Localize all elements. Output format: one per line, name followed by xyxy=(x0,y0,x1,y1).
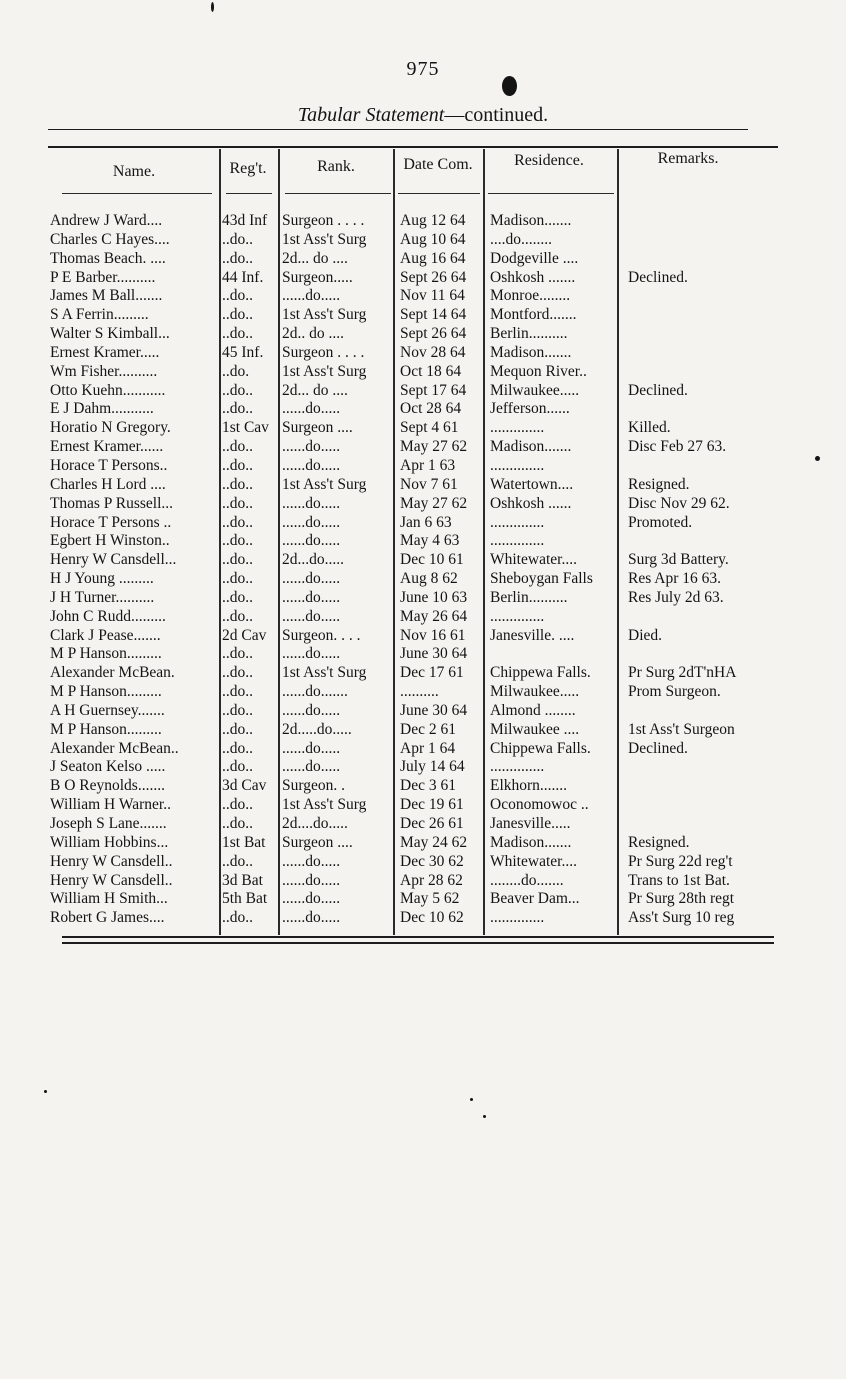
row-date: Aug 16 64 xyxy=(400,249,466,267)
row-residence: ........do....... xyxy=(490,871,564,889)
row-regiment: ..do.. xyxy=(222,758,253,776)
table-row xyxy=(0,551,846,570)
row-date: June 30 64 xyxy=(400,701,468,719)
row-residence: Madison....... xyxy=(490,343,572,361)
row-rank: ......do..... xyxy=(282,871,341,889)
row-name: Ernest Kramer..... xyxy=(50,343,160,361)
top-rule-1 xyxy=(48,129,748,130)
row-regiment: ..do.. xyxy=(222,494,253,512)
row-regiment: ..do.. xyxy=(222,287,253,305)
ink-speck xyxy=(211,2,214,12)
ink-speck xyxy=(470,1098,473,1101)
row-date: May 26 64 xyxy=(400,607,468,625)
row-residence: .............. xyxy=(490,758,545,776)
row-regiment: 2d Cav xyxy=(222,626,267,644)
table-row xyxy=(0,777,846,796)
row-residence: Sheboygan Falls xyxy=(490,570,593,588)
row-regiment: ..do.. xyxy=(222,456,253,474)
row-residence: .............. xyxy=(490,419,545,437)
table-row xyxy=(0,382,846,401)
row-residence: Chippewa Falls. xyxy=(490,739,591,757)
row-remarks: Res July 2d 63. xyxy=(628,588,724,606)
row-regiment: ..do.. xyxy=(222,607,253,625)
row-remarks: 1st Ass't Surgeon xyxy=(628,720,735,738)
row-rank: ......do..... xyxy=(282,758,341,776)
row-date: May 27 62 xyxy=(400,438,468,456)
row-date: Dec 10 61 xyxy=(400,551,464,569)
row-residence: .............. xyxy=(490,532,545,550)
row-residence: ....do........ xyxy=(490,230,552,248)
row-rank: 2d...do..... xyxy=(282,551,344,569)
row-rank: ......do..... xyxy=(282,909,341,927)
table-row xyxy=(0,532,846,551)
row-name: Clark J Pease....... xyxy=(50,626,161,644)
row-rank: ......do..... xyxy=(282,513,341,531)
row-residence: Milwaukee..... xyxy=(490,683,580,701)
table-row xyxy=(0,589,846,608)
page-title xyxy=(0,104,846,127)
header-underline-name xyxy=(62,193,212,194)
row-regiment: 3d Bat xyxy=(222,871,263,889)
row-date: July 14 64 xyxy=(400,758,465,776)
row-rank: ......do..... xyxy=(282,607,341,625)
row-date: Dec 19 61 xyxy=(400,796,464,814)
row-rank: Surgeon . . . . xyxy=(282,343,365,361)
table-row xyxy=(0,702,846,721)
row-rank: ......do..... xyxy=(282,852,341,870)
row-name: P E Barber.......... xyxy=(50,268,156,286)
header-name: Name. xyxy=(112,163,156,180)
row-date: Aug 12 64 xyxy=(400,212,466,229)
row-remarks: Disc Feb 27 63. xyxy=(628,438,727,456)
table-row xyxy=(0,306,846,325)
row-residence: Milwaukee .... xyxy=(490,720,580,738)
row-regiment: ..do.. xyxy=(222,532,253,550)
row-regiment: ..do.. xyxy=(222,645,253,663)
row-date: Nov 28 64 xyxy=(400,343,466,361)
ink-blot xyxy=(502,76,517,96)
row-residence: Mequon River.. xyxy=(490,362,587,380)
row-name: Thomas P Russell... xyxy=(50,494,174,512)
row-rank: Surgeon .... xyxy=(282,419,353,437)
row-date: Sept 17 64 xyxy=(400,381,467,399)
row-regiment: 1st Bat xyxy=(222,833,266,851)
row-residence: Madison....... xyxy=(490,212,572,229)
table-row xyxy=(0,740,846,759)
row-rank: ......do..... xyxy=(282,438,341,456)
row-remarks: Ass't Surg 10 reg xyxy=(628,909,735,927)
row-date: Apr 1 64 xyxy=(400,739,456,757)
row-regiment: ..do.. xyxy=(222,701,253,719)
table-row xyxy=(0,721,846,740)
row-remarks: Killed. xyxy=(628,419,671,437)
row-date: Dec 10 62 xyxy=(400,909,464,927)
row-name: A H Guernsey....... xyxy=(50,701,165,719)
row-rank: 2d....do..... xyxy=(282,815,348,832)
row-date: Dec 3 61 xyxy=(400,777,456,795)
row-date: Jan 6 63 xyxy=(400,513,452,531)
table-row xyxy=(0,495,846,514)
row-residence: Dodgeville .... xyxy=(490,249,579,267)
table-row xyxy=(0,834,846,853)
row-regiment: ..do.. xyxy=(222,720,253,738)
row-remarks: Died. xyxy=(628,626,663,644)
row-regiment: ..do.. xyxy=(222,664,253,682)
bottom-rule-1 xyxy=(62,936,774,938)
row-rank: 1st Ass't Surg xyxy=(282,796,367,814)
row-date: Oct 18 64 xyxy=(400,362,462,380)
table-row xyxy=(0,683,846,702)
row-remarks: Res Apr 16 63. xyxy=(628,570,721,588)
row-name: B O Reynolds....... xyxy=(50,777,165,795)
row-remarks: Pr Surg 28th regt xyxy=(628,890,735,908)
row-rank: 1st Ass't Surg xyxy=(282,230,367,248)
header-underline-rank xyxy=(285,193,391,194)
row-residence: Madison....... xyxy=(490,438,572,456)
row-residence: Janesville..... xyxy=(490,815,571,832)
row-date: Dec 30 62 xyxy=(400,852,464,870)
row-regiment: ..do.. xyxy=(222,230,253,248)
row-regiment: ..do.. xyxy=(222,249,253,267)
row-name: Horace T Persons .. xyxy=(50,513,172,531)
row-remarks: Surg 3d Battery. xyxy=(628,551,729,569)
row-regiment: ..do.. xyxy=(222,815,253,832)
row-name: William H Warner.. xyxy=(50,796,171,814)
row-date: Sept 14 64 xyxy=(400,306,467,324)
row-rank: ......do..... xyxy=(282,645,341,663)
row-rank: ......do..... xyxy=(282,532,341,550)
row-name: Robert G James.... xyxy=(50,909,165,927)
row-regiment: ..do. xyxy=(222,362,250,380)
row-rank: ......do..... xyxy=(282,494,341,512)
row-date: Apr 28 62 xyxy=(400,871,463,889)
row-name: Walter S Kimball... xyxy=(50,325,170,343)
table-row xyxy=(0,909,846,928)
table-row xyxy=(0,287,846,306)
row-date: June 10 63 xyxy=(400,588,468,606)
header-date: Date Com. xyxy=(403,156,473,173)
row-date: Nov 16 61 xyxy=(400,626,466,644)
row-rank: ......do..... xyxy=(282,570,341,588)
row-residence: Beaver Dam... xyxy=(490,890,580,908)
row-date: Sept 4 61 xyxy=(400,419,459,437)
title-italic: Tabular Statement xyxy=(297,104,445,126)
row-rank: ......do..... xyxy=(282,456,341,474)
table-row xyxy=(0,212,846,231)
table-row xyxy=(0,325,846,344)
row-residence: .............. xyxy=(490,456,545,474)
row-remarks: Trans to 1st Bat. xyxy=(628,871,730,889)
ink-speck xyxy=(483,1115,486,1118)
row-rank: Surgeon . . . . xyxy=(282,212,365,229)
row-remarks: Declined. xyxy=(628,381,688,399)
row-residence: Whitewater.... xyxy=(490,551,577,569)
row-date: Aug 8 62 xyxy=(400,570,458,588)
row-rank: 1st Ass't Surg xyxy=(282,475,367,493)
table-row xyxy=(0,363,846,382)
page-number: 975 xyxy=(406,58,440,80)
row-name: Alexander McBean.. xyxy=(50,739,179,757)
table-row xyxy=(0,664,846,683)
row-regiment: ..do.. xyxy=(222,683,253,701)
row-residence: Berlin.......... xyxy=(490,588,568,606)
table-row xyxy=(0,645,846,664)
table-row xyxy=(0,476,846,495)
row-name: Charles H Lord .... xyxy=(50,475,166,493)
row-rank: ......do..... xyxy=(282,588,341,606)
row-name: Charles C Hayes.... xyxy=(50,230,170,248)
row-date: May 27 62 xyxy=(400,494,468,512)
row-name: M P Hanson......... xyxy=(50,645,162,663)
table-row xyxy=(0,231,846,250)
row-name: Egbert H Winston.. xyxy=(50,532,170,550)
row-rank: ......do..... xyxy=(282,890,341,908)
row-rank: 2d.....do..... xyxy=(282,720,352,738)
row-regiment: ..do.. xyxy=(222,306,253,324)
table-row xyxy=(0,815,846,834)
row-regiment: ..do.. xyxy=(222,438,253,456)
row-regiment: ..do.. xyxy=(222,475,253,493)
row-name: Henry W Cansdell.. xyxy=(50,852,173,870)
row-rank: ......do..... xyxy=(282,287,341,305)
row-rank: 2d... do .... xyxy=(282,249,348,267)
table-row xyxy=(0,853,846,872)
row-name: M P Hanson......... xyxy=(50,683,162,701)
row-name: Henry W Cansdell... xyxy=(50,551,177,569)
row-residence: Elkhorn....... xyxy=(490,777,568,795)
row-name: Andrew J Ward.... xyxy=(50,212,163,229)
row-regiment: 43d Inf xyxy=(222,212,268,229)
row-residence: Whitewater.... xyxy=(490,852,577,870)
title-rest: —continued. xyxy=(444,104,549,126)
row-regiment: 44 Inf. xyxy=(222,268,264,286)
header-rank: Rank. xyxy=(317,158,355,175)
header-underline-date xyxy=(398,193,480,194)
row-remarks: Resigned. xyxy=(628,833,690,851)
row-regiment: ..do.. xyxy=(222,796,253,814)
row-rank: 1st Ass't Surg xyxy=(282,306,367,324)
row-regiment: ..do.. xyxy=(222,325,253,343)
row-remarks: Prom Surgeon. xyxy=(628,683,721,701)
row-regiment: 45 Inf. xyxy=(222,343,264,361)
row-rank: 1st Ass't Surg xyxy=(282,664,367,682)
row-name: Ernest Kramer...... xyxy=(50,438,164,456)
row-date: Sept 26 64 xyxy=(400,325,467,343)
row-regiment: 3d Cav xyxy=(222,777,267,795)
table-row xyxy=(0,796,846,815)
row-name: Horatio N Gregory. xyxy=(50,419,171,437)
table-row xyxy=(0,344,846,363)
row-date: Dec 2 61 xyxy=(400,720,456,738)
row-date: Sept 26 64 xyxy=(400,268,467,286)
row-name: Otto Kuehn........... xyxy=(50,381,166,399)
row-residence: Janesville. .... xyxy=(490,626,575,644)
row-regiment: ..do.. xyxy=(222,570,253,588)
row-residence: .............. xyxy=(490,607,545,625)
row-residence: .............. xyxy=(490,513,545,531)
row-date: Nov 7 61 xyxy=(400,475,458,493)
table-row xyxy=(0,570,846,589)
row-remarks: Disc Nov 29 62. xyxy=(628,494,730,512)
table-row xyxy=(0,250,846,269)
header-remarks: Remarks. xyxy=(657,150,719,167)
table-row xyxy=(0,514,846,533)
row-rank: 1st Ass't Surg xyxy=(282,362,367,380)
row-name: Thomas Beach. .... xyxy=(50,249,166,267)
row-name: H J Young ......... xyxy=(50,570,154,588)
row-residence: Milwaukee..... xyxy=(490,381,580,399)
row-date: May 5 62 xyxy=(400,890,460,908)
row-residence: Madison....... xyxy=(490,833,572,851)
row-remarks: Declined. xyxy=(628,739,688,757)
table-row xyxy=(0,608,846,627)
row-name: E J Dahm........... xyxy=(50,400,154,418)
row-name: Joseph S Lane....... xyxy=(50,815,167,832)
header-underline-res xyxy=(488,193,614,194)
row-residence: Berlin.......... xyxy=(490,325,568,343)
row-rank: ......do..... xyxy=(282,701,341,719)
row-regiment: ..do.. xyxy=(222,909,253,927)
row-regiment: ..do.. xyxy=(222,513,253,531)
row-regiment: 1st Cav xyxy=(222,419,269,437)
row-name: J H Turner.......... xyxy=(50,588,155,606)
row-rank: ......do..... xyxy=(282,739,341,757)
row-date: Aug 10 64 xyxy=(400,230,466,248)
row-residence: Almond ........ xyxy=(490,701,576,719)
top-rule-2 xyxy=(48,146,778,148)
ink-speck xyxy=(44,1090,47,1093)
row-rank: Surgeon..... xyxy=(282,268,353,286)
row-date: Apr 1 63 xyxy=(400,456,456,474)
row-residence: Montford....... xyxy=(490,306,577,324)
row-residence: Chippewa Falls. xyxy=(490,664,591,682)
row-rank: Surgeon. . . . xyxy=(282,626,361,644)
row-residence: Oconomowoc .. xyxy=(490,796,589,814)
row-name: James M Ball....... xyxy=(50,287,163,305)
header-underline-regt xyxy=(226,193,272,194)
row-residence: Watertown.... xyxy=(490,475,574,493)
row-rank: Surgeon .... xyxy=(282,833,353,851)
row-regiment: ..do.. xyxy=(222,588,253,606)
row-name: M P Hanson......... xyxy=(50,720,162,738)
row-regiment: ..do.. xyxy=(222,551,253,569)
table-row xyxy=(0,457,846,476)
row-date: Dec 17 61 xyxy=(400,664,464,682)
row-date: May 24 62 xyxy=(400,833,468,851)
table-row xyxy=(0,438,846,457)
row-regiment: 5th Bat xyxy=(222,890,268,908)
row-regiment: ..do.. xyxy=(222,381,253,399)
row-name: Wm Fisher.......... xyxy=(50,362,158,380)
table-row xyxy=(0,419,846,438)
row-remarks: Resigned. xyxy=(628,475,690,493)
header-residence: Residence. xyxy=(514,152,584,169)
row-regiment: ..do.. xyxy=(222,400,253,418)
bottom-rule-2 xyxy=(62,942,774,944)
table-row xyxy=(0,758,846,777)
header-regt: Reg't. xyxy=(229,160,267,177)
row-remarks: Pr Surg 2dT'nHA xyxy=(628,664,737,682)
row-rank: ......do..... xyxy=(282,400,341,418)
row-remarks: Promoted. xyxy=(628,513,693,531)
row-regiment: ..do.. xyxy=(222,739,253,757)
row-remarks: Declined. xyxy=(628,268,688,286)
row-residence: .............. xyxy=(490,909,545,927)
table-row xyxy=(0,872,846,891)
row-remarks: Pr Surg 22d reg't xyxy=(628,852,733,870)
row-rank: ......do....... xyxy=(282,683,348,701)
row-name: S A Ferrin......... xyxy=(50,306,149,324)
ink-speck xyxy=(815,456,820,461)
row-rank: 2d.. do .... xyxy=(282,325,344,343)
row-date: May 4 63 xyxy=(400,532,460,550)
row-name: John C Rudd......... xyxy=(50,607,166,625)
row-name: William H Smith... xyxy=(50,890,168,908)
table-row xyxy=(0,890,846,909)
row-residence: Oshkosh ...... xyxy=(490,494,572,512)
row-date: Dec 26 61 xyxy=(400,815,464,832)
row-name: William Hobbins... xyxy=(50,833,169,851)
table-row xyxy=(0,627,846,646)
row-rank: 2d... do .... xyxy=(282,381,348,399)
row-name: Alexander McBean. xyxy=(50,664,175,682)
row-rank: Surgeon. . xyxy=(282,777,346,795)
row-name: Henry W Cansdell.. xyxy=(50,871,173,889)
row-date: Nov 11 64 xyxy=(400,287,465,305)
table-body xyxy=(0,212,846,928)
row-name: Horace T Persons.. xyxy=(50,456,168,474)
row-date: .......... xyxy=(400,683,439,701)
table-row xyxy=(0,269,846,288)
table-row xyxy=(0,400,846,419)
row-residence: Oshkosh ....... xyxy=(490,268,576,286)
row-residence: Jefferson...... xyxy=(490,400,570,418)
row-date: June 30 64 xyxy=(400,645,468,663)
row-name: J Seaton Kelso ..... xyxy=(50,758,166,776)
row-residence: Monroe........ xyxy=(490,287,571,305)
row-date: Oct 28 64 xyxy=(400,400,462,418)
row-regiment: ..do.. xyxy=(222,852,253,870)
